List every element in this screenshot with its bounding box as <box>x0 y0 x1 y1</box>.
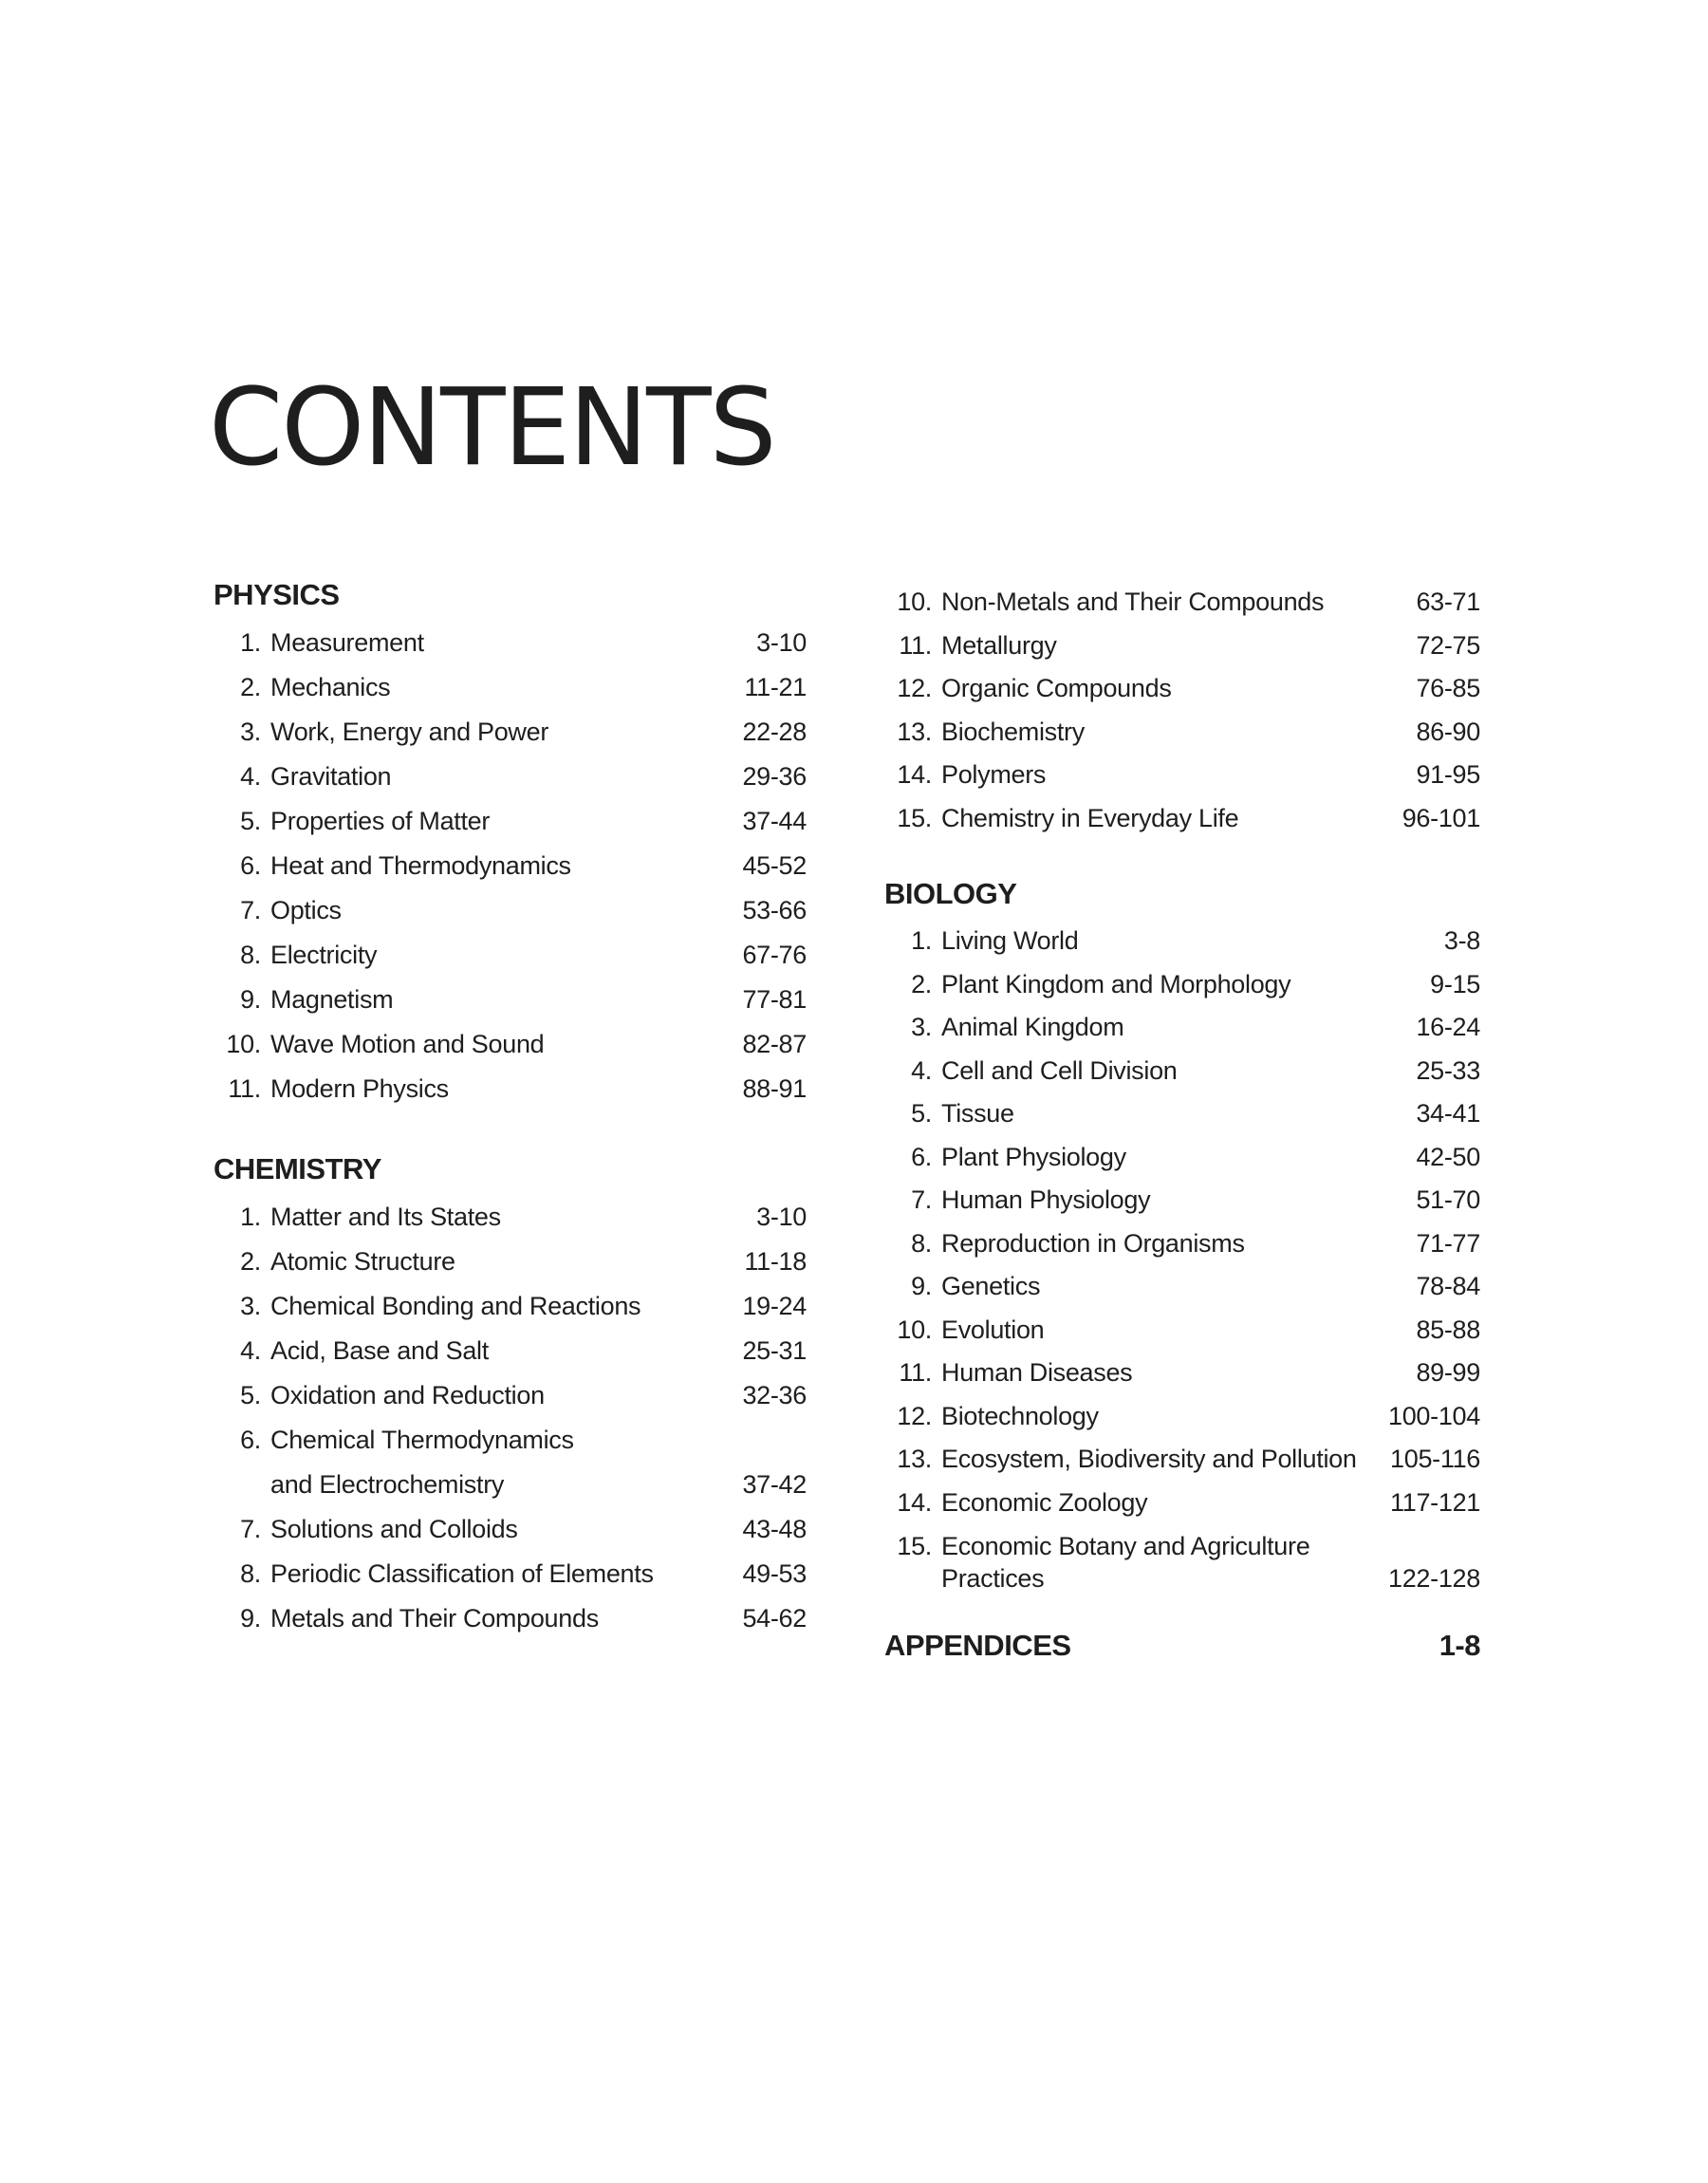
entry-title: Electricity <box>270 941 378 969</box>
entry-number: 11. <box>228 1074 261 1103</box>
entry-number: 9. <box>240 1604 261 1633</box>
entry-title: Genetics <box>941 1272 1041 1300</box>
entry-title: Animal Kingdom <box>941 1013 1124 1041</box>
entry-number: 14. <box>897 760 932 789</box>
entry-title: Economic Zoology <box>941 1487 1148 1517</box>
entry-pages: 88-91 <box>742 1074 807 1103</box>
entry-number: 11. <box>899 630 932 660</box>
entry-pages: 54-62 <box>742 1604 807 1633</box>
entry-pages: 11-21 <box>744 673 807 701</box>
entry-title: Evolution <box>941 1315 1045 1344</box>
toc-entry <box>884 581 1480 625</box>
entry-number: 3. <box>240 1292 261 1320</box>
toc-entry <box>214 755 807 799</box>
toc-entry <box>884 1395 1480 1439</box>
entry-pages: 9-15 <box>1430 969 1480 998</box>
entry-title: Metals and Their Compounds <box>270 1604 599 1633</box>
entry-number: 5. <box>240 1381 261 1409</box>
entry-number: 13. <box>897 1445 932 1473</box>
page-title: CONTENTS <box>209 366 775 490</box>
entry-pages: 100-104 <box>1388 1401 1480 1430</box>
toc-entry <box>214 933 807 978</box>
entry-number: 12. <box>897 674 932 702</box>
entry-title: Reproduction in Organisms <box>941 1228 1245 1258</box>
entry-pages: 29-36 <box>742 762 807 791</box>
entry-number: 10. <box>897 1315 932 1344</box>
toc-entry <box>214 1240 807 1284</box>
entry-pages: 16-24 <box>1416 1013 1480 1041</box>
entry-pages: 3-8 <box>1443 926 1480 955</box>
entry-number: 12. <box>897 1401 932 1430</box>
entry-pages: 85-88 <box>1416 1315 1480 1344</box>
entry-title <box>932 1530 1388 1595</box>
toc-entry <box>214 1067 807 1111</box>
entry-title: Acid, Base and Salt <box>270 1336 489 1365</box>
entry-pages: 43-48 <box>742 1515 807 1543</box>
entry-number: 6. <box>911 1142 932 1171</box>
entry-number: 4. <box>240 1336 261 1365</box>
entry-title: Magnetism <box>270 985 394 1014</box>
entry-pages: 3-10 <box>756 628 807 657</box>
entry-number: 9. <box>240 985 261 1014</box>
section-heading-physics: PHYSICS <box>214 578 340 611</box>
entry-pages: 37-42 <box>742 1470 807 1499</box>
left-column <box>214 569 807 1641</box>
toc-entry-continuation <box>214 1463 807 1507</box>
toc-entry <box>214 1507 807 1552</box>
entry-title: Chemical Thermodynamics <box>270 1426 574 1454</box>
entry-pages: 32-36 <box>742 1381 807 1409</box>
entry-title: Human Physiology <box>941 1185 1151 1214</box>
toc-entry <box>214 1373 807 1418</box>
entry-number: 1. <box>240 628 261 657</box>
entry-title: Ecosystem, Biodiversity and Pollution <box>941 1445 1357 1473</box>
section-heading-biology: BIOLOGY <box>884 877 1017 910</box>
entry-pages: 3-10 <box>756 1203 807 1231</box>
entry-pages: 117-121 <box>1390 1487 1480 1517</box>
entry-pages: 34-41 <box>1416 1099 1480 1128</box>
entry-number: 2. <box>911 969 932 998</box>
entry-title: Atomic Structure <box>270 1247 455 1276</box>
toc-entry <box>214 1596 807 1641</box>
entry-title: Optics <box>270 896 342 924</box>
entry-number: 7. <box>911 1185 932 1214</box>
toc-entry <box>214 1284 807 1329</box>
entry-pages: 19-24 <box>742 1292 807 1320</box>
entry-title: Living World <box>941 926 1079 955</box>
entry-pages: 96-101 <box>1402 803 1480 832</box>
toc-entry <box>884 797 1480 841</box>
entry-title: Modern Physics <box>270 1074 449 1103</box>
entry-title: Polymers <box>941 760 1047 789</box>
entry-pages: 22-28 <box>742 718 807 746</box>
entry-pages: 67-76 <box>742 941 807 969</box>
appendices-entry <box>884 1620 1480 1671</box>
entry-number: 7. <box>240 896 261 924</box>
entry-number: 1. <box>240 1203 261 1231</box>
entry-number: 2. <box>240 1247 261 1276</box>
toc-entry <box>884 1136 1480 1180</box>
section-heading-chemistry: CHEMISTRY <box>214 1152 381 1185</box>
entry-number: 10. <box>226 1030 261 1058</box>
toc-entry <box>884 1050 1480 1093</box>
entry-number: 5. <box>911 1099 932 1128</box>
entry-pages: 25-33 <box>1416 1055 1480 1085</box>
entry-pages: 49-53 <box>742 1559 807 1588</box>
entry-title: Plant Kingdom and Morphology <box>941 969 1291 998</box>
entry-title: Work, Energy and Power <box>270 718 549 746</box>
toc-entry <box>884 711 1480 755</box>
toc-entry <box>214 1418 807 1463</box>
entry-pages: 45-52 <box>742 851 807 880</box>
entry-title: Properties of Matter <box>270 807 491 835</box>
entry-pages: 86-90 <box>1416 717 1480 746</box>
entry-pages: 63-71 <box>1416 588 1480 616</box>
entry-number: 8. <box>240 941 261 969</box>
toc-entry <box>214 888 807 933</box>
toc-entry <box>884 754 1480 797</box>
toc-entry <box>884 1092 1480 1136</box>
entry-number: 3. <box>240 718 261 746</box>
entry-number: 9. <box>911 1272 932 1300</box>
toc-entry <box>214 710 807 755</box>
toc-entry <box>884 1524 1480 1599</box>
entry-pages: 53-66 <box>742 896 807 924</box>
toc-entry <box>884 625 1480 668</box>
toc-entry <box>214 844 807 888</box>
entry-title: Chemistry in Everyday Life <box>941 803 1239 832</box>
toc-entry <box>884 1309 1480 1353</box>
entry-title: Plant Physiology <box>941 1142 1126 1171</box>
entry-number: 7. <box>240 1515 261 1543</box>
entry-pages: 122-128 <box>1388 1564 1480 1593</box>
entry-number: 6. <box>240 1426 261 1454</box>
entry-pages: 71-77 <box>1416 1228 1480 1258</box>
entry-title-line: Practices <box>941 1564 1045 1593</box>
toc-entry <box>884 1352 1480 1395</box>
entry-pages: 51-70 <box>1416 1185 1480 1214</box>
toc-entry <box>884 1265 1480 1309</box>
toc-entry <box>214 665 807 710</box>
entry-title: Periodic Classification of Elements <box>270 1559 654 1588</box>
entry-number: 15. <box>897 803 932 832</box>
toc-entry <box>214 1552 807 1596</box>
toc-entry <box>884 963 1480 1007</box>
entry-title: Cell and Cell Division <box>941 1055 1178 1085</box>
entry-number: 6. <box>240 851 261 880</box>
entry-number: 14. <box>897 1487 932 1517</box>
entry-title: Mechanics <box>270 673 391 701</box>
toc-entry <box>884 1006 1480 1050</box>
entry-title: Oxidation and Reduction <box>270 1381 545 1409</box>
entry-title: Human Diseases <box>941 1358 1133 1387</box>
entry-title: Measurement <box>270 628 424 657</box>
entry-number: 1. <box>911 926 932 955</box>
entry-number: 4. <box>911 1055 932 1085</box>
entry-title: Matter and Its States <box>270 1203 501 1231</box>
entry-pages: 105-116 <box>1390 1445 1480 1473</box>
toc-entry <box>884 1179 1480 1222</box>
toc-entry <box>884 667 1480 711</box>
entry-pages: 25-31 <box>742 1336 807 1365</box>
toc-entry <box>214 1329 807 1373</box>
toc-entry <box>214 1195 807 1240</box>
toc-entry <box>214 978 807 1022</box>
entry-number: 11. <box>899 1358 932 1387</box>
toc-entry <box>214 621 807 665</box>
entry-title: and Electrochemistry <box>270 1470 505 1499</box>
toc-entry <box>884 1482 1480 1525</box>
entry-title: Biotechnology <box>941 1401 1099 1430</box>
toc-entry <box>884 920 1480 963</box>
entry-number: 2. <box>240 673 261 701</box>
appendices-pages: 1-8 <box>1439 1629 1480 1662</box>
entry-title: Chemical Bonding and Reactions <box>270 1292 641 1320</box>
appendices-label: APPENDICES <box>884 1629 1071 1662</box>
toc-entry <box>214 799 807 844</box>
entry-title: Biochemistry <box>941 717 1085 746</box>
entry-pages: 82-87 <box>742 1030 807 1058</box>
entry-pages: 11-18 <box>744 1247 807 1276</box>
entry-title: Non-Metals and Their Compounds <box>941 588 1325 616</box>
entry-number: 4. <box>240 762 261 791</box>
entry-number: 8. <box>240 1559 261 1588</box>
right-column <box>884 581 1480 1671</box>
entry-title: Metallurgy <box>941 630 1057 660</box>
entry-pages: 42-50 <box>1416 1142 1480 1171</box>
entry-pages: 76-85 <box>1416 674 1480 702</box>
entry-number: 8. <box>911 1228 932 1258</box>
toc-entry <box>214 1022 807 1067</box>
entry-pages: 72-75 <box>1416 630 1480 660</box>
entry-title: Wave Motion and Sound <box>270 1030 545 1058</box>
entry-number: 5. <box>240 807 261 835</box>
entry-pages: 89-99 <box>1416 1358 1480 1387</box>
entry-pages: 78-84 <box>1416 1272 1480 1300</box>
entry-title: Tissue <box>941 1099 1014 1128</box>
entry-title: Organic Compounds <box>941 674 1172 702</box>
toc-entry <box>884 1438 1480 1482</box>
toc-entry <box>884 1222 1480 1266</box>
entry-number: 3. <box>911 1013 932 1041</box>
entry-pages: 37-44 <box>742 807 807 835</box>
entry-title: Gravitation <box>270 762 392 791</box>
entry-number: 10. <box>897 588 932 616</box>
entry-number: 13. <box>897 717 932 746</box>
entry-pages: 91-95 <box>1416 760 1480 789</box>
entry-title-line: Economic Botany and Agriculture <box>941 1532 1310 1560</box>
entry-pages: 77-81 <box>742 985 807 1014</box>
entry-number: 15. <box>897 1532 932 1560</box>
entry-title: Solutions and Colloids <box>270 1515 518 1543</box>
entry-title: Heat and Thermodynamics <box>270 851 571 880</box>
